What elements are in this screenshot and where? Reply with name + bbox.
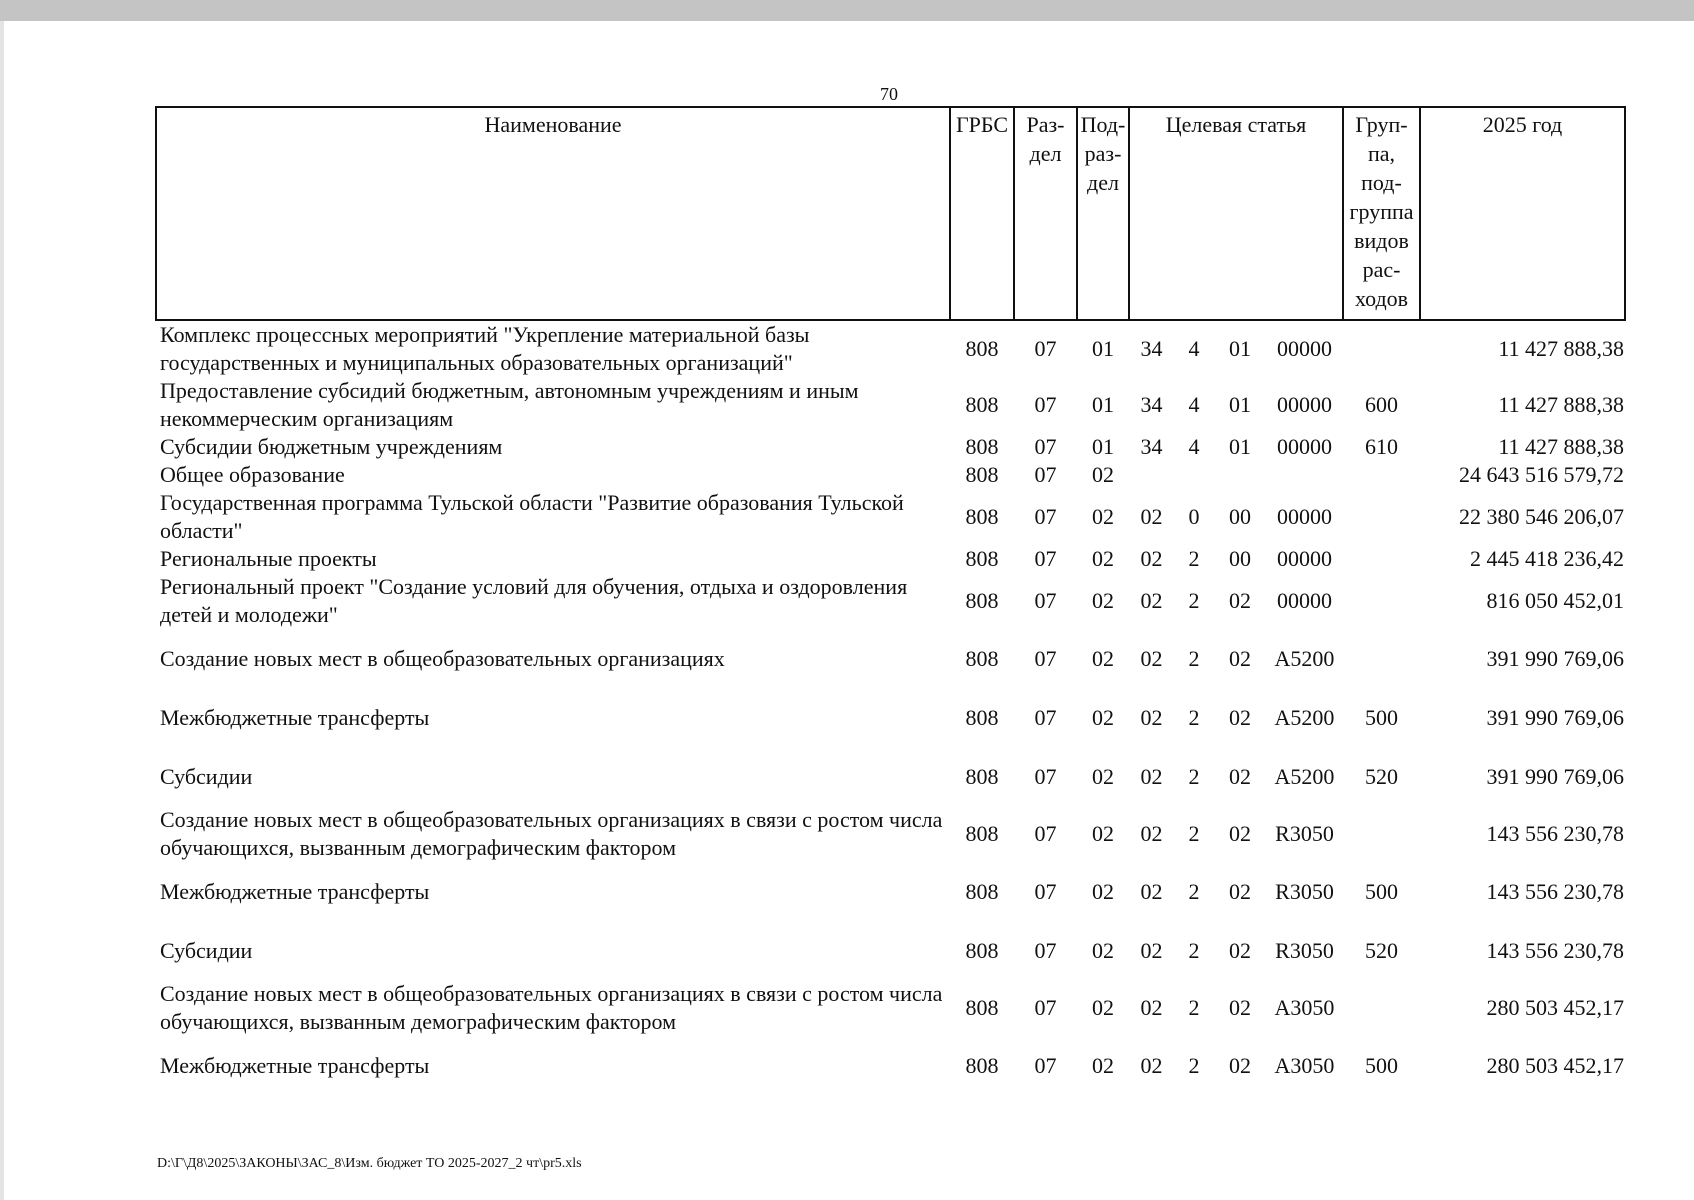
- row-amount: 391 990 769,06: [1486, 763, 1624, 789]
- table-row: [156, 747, 1625, 806]
- row-target-type: 2: [1188, 645, 1200, 671]
- row-expense-group: [1343, 629, 1420, 688]
- row-name: Межбюджетные трансферты: [160, 704, 430, 730]
- table-row: [156, 433, 1625, 461]
- row-name: Межбюджетные трансферты: [160, 878, 430, 904]
- header-name: Наименование: [156, 107, 950, 320]
- row-target-type: 4: [1188, 336, 1200, 361]
- row-target-type: 4: [1188, 434, 1200, 459]
- row-expense-group: 600: [1365, 392, 1398, 417]
- table-row: [156, 688, 1625, 747]
- row-expense-group: [1343, 573, 1420, 629]
- row-expense-group: 520: [1365, 763, 1398, 789]
- row-target-type: 2: [1188, 937, 1200, 963]
- row-amount: 143 556 230,78: [1486, 878, 1624, 904]
- scan-left-edge: [0, 21, 4, 1200]
- row-name: Региональный проект "Создание условий для обучения, отдыха и оздоровления детей и молодежи": [160, 574, 908, 627]
- row-name: Государственная программа Тульской области "Развитие образования Тульской области": [160, 490, 904, 543]
- row-podrazdel: 01: [1092, 392, 1114, 417]
- row-name: Субсидии: [160, 937, 253, 963]
- row-target-subprogram: 01: [1229, 336, 1251, 361]
- footer-file-path: D:\Г\Д8\2025\ЗАКОНЫ\ЗАС_8\Изм. бюджет ТО 2025-2027_2 чт\pr5.xls: [157, 1156, 582, 1171]
- row-expense-group: [1343, 461, 1420, 489]
- row-name: Предоставление субсидий бюджетным, автономным учреждениям и иным некоммерческим организациям: [160, 378, 859, 431]
- row-podrazdel: 02: [1092, 546, 1114, 571]
- row-target-subprogram: 02: [1229, 821, 1251, 846]
- row-grbs: 808: [965, 588, 999, 613]
- row-name: Создание новых мест в общеобразовательных организациях в связи с ростом числа обучающихся, вызванным демографическим фактором: [160, 807, 943, 860]
- row-podrazdel: 02: [1092, 588, 1114, 613]
- row-target-type: 0: [1188, 504, 1200, 529]
- row-expense-group: 610: [1365, 434, 1398, 459]
- header-podrazdel: Под- раз- дел: [1077, 107, 1129, 320]
- table-row: [156, 573, 1625, 629]
- table-row: [156, 921, 1625, 980]
- row-target-subprogram: 02: [1229, 645, 1251, 671]
- row-amount: 24 643 516 579,72: [1459, 462, 1624, 487]
- table-row: [156, 461, 1625, 489]
- scan-top-border: [0, 0, 1694, 21]
- table-row: [156, 545, 1625, 573]
- row-target-subprogram: 01: [1229, 392, 1251, 417]
- row-podrazdel: 02: [1092, 462, 1114, 487]
- row-target-subprogram: 00: [1229, 504, 1251, 529]
- header-year-2025: 2025 год: [1420, 107, 1625, 320]
- row-grbs: 808: [965, 1052, 999, 1078]
- row-grbs: 808: [965, 645, 999, 671]
- row-razdel: 07: [1034, 645, 1057, 671]
- row-podrazdel: 02: [1092, 995, 1114, 1020]
- row-amount: 22 380 546 206,07: [1459, 504, 1624, 529]
- row-target-type: 2: [1188, 763, 1200, 789]
- row-target-subprogram: 02: [1229, 763, 1251, 789]
- row-target-type: 4: [1188, 392, 1200, 417]
- row-expense-group: 500: [1365, 704, 1398, 730]
- row-target-program: 02: [1140, 1052, 1163, 1078]
- row-expense-group: [1343, 489, 1420, 545]
- row-target-program: 02: [1140, 995, 1163, 1020]
- row-expense-group: [1343, 980, 1420, 1036]
- row-name: Комплекс процессных мероприятий "Укрепление материальной базы государственных и муниципальных образовательных организаций": [160, 322, 810, 375]
- row-grbs: 808: [965, 336, 999, 361]
- row-target-program: 34: [1140, 336, 1163, 361]
- row-podrazdel: 02: [1092, 504, 1114, 529]
- row-podrazdel: 02: [1092, 821, 1114, 846]
- row-amount: 143 556 230,78: [1486, 821, 1624, 846]
- row-razdel: 07: [1034, 434, 1057, 459]
- row-razdel: 07: [1034, 588, 1057, 613]
- row-razdel: 07: [1034, 546, 1057, 571]
- row-grbs: 808: [965, 704, 999, 730]
- row-grbs: 808: [965, 546, 999, 571]
- row-target-direction: R3050: [1275, 937, 1334, 963]
- row-target-direction: 00000: [1277, 392, 1332, 417]
- row-target-program: 02: [1140, 504, 1163, 529]
- row-name: Субсидии бюджетным учреждениям: [160, 434, 503, 459]
- row-name: Региональные проекты: [160, 546, 377, 571]
- row-target-program: 34: [1140, 392, 1163, 417]
- row-name: Создание новых мест в общеобразовательных организациях: [160, 645, 725, 671]
- row-amount: 11 427 888,38: [1498, 336, 1624, 361]
- row-target-subprogram: 02: [1229, 1052, 1251, 1078]
- row-target-program: 02: [1140, 704, 1163, 730]
- row-amount: 280 503 452,17: [1486, 1052, 1624, 1078]
- header-razdel: Раз- дел: [1014, 107, 1077, 320]
- table-header-row: [156, 107, 1625, 320]
- row-podrazdel: 02: [1092, 645, 1114, 671]
- row-amount: 391 990 769,06: [1486, 645, 1624, 671]
- row-target-type: 2: [1188, 1052, 1200, 1078]
- row-target-program: 02: [1140, 645, 1163, 671]
- row-target-direction: 00000: [1277, 588, 1332, 613]
- row-podrazdel: 02: [1092, 763, 1114, 789]
- row-target-type: 2: [1188, 995, 1200, 1020]
- row-expense-group: [1343, 545, 1420, 573]
- row-podrazdel: 01: [1092, 336, 1114, 361]
- row-amount: 2 445 418 236,42: [1470, 546, 1624, 571]
- row-grbs: 808: [965, 821, 999, 846]
- row-grbs: 808: [965, 995, 999, 1020]
- row-target-program: 02: [1140, 546, 1163, 571]
- row-target-program: 34: [1140, 434, 1163, 459]
- row-target-subprogram: 01: [1229, 434, 1251, 459]
- row-target-program: [1129, 461, 1174, 489]
- row-razdel: 07: [1034, 763, 1057, 789]
- row-target-type: 2: [1188, 546, 1200, 571]
- row-target-program: 02: [1140, 878, 1163, 904]
- row-razdel: 07: [1034, 878, 1057, 904]
- row-expense-group: [1343, 320, 1420, 377]
- row-amount: 391 990 769,06: [1486, 704, 1624, 730]
- row-grbs: 808: [965, 392, 999, 417]
- row-razdel: 07: [1034, 336, 1057, 361]
- row-grbs: 808: [965, 504, 999, 529]
- row-target-direction: [1266, 461, 1343, 489]
- header-target-article: Целевая статья: [1129, 107, 1343, 320]
- row-target-subprogram: 02: [1229, 704, 1251, 730]
- row-razdel: 07: [1034, 704, 1057, 730]
- row-target-direction: А5200: [1274, 763, 1335, 789]
- page-number: 70: [880, 84, 898, 104]
- row-target-direction: R3050: [1275, 821, 1334, 846]
- row-name: Субсидии: [160, 763, 253, 789]
- row-grbs: 808: [965, 763, 999, 789]
- row-amount: 816 050 452,01: [1486, 588, 1624, 613]
- row-target-direction: R3050: [1275, 878, 1334, 904]
- row-podrazdel: 02: [1092, 937, 1114, 963]
- row-amount: 11 427 888,38: [1498, 434, 1624, 459]
- row-target-type: 2: [1188, 704, 1200, 730]
- row-amount: 143 556 230,78: [1486, 937, 1624, 963]
- row-razdel: 07: [1034, 821, 1057, 846]
- row-grbs: 808: [965, 937, 999, 963]
- row-target-program: 02: [1140, 821, 1163, 846]
- table-row: [156, 980, 1625, 1036]
- row-podrazdel: 02: [1092, 878, 1114, 904]
- row-grbs: 808: [965, 434, 999, 459]
- row-name: Межбюджетные трансферты: [160, 1052, 430, 1078]
- row-razdel: 07: [1034, 995, 1057, 1020]
- row-razdel: 07: [1034, 392, 1057, 417]
- row-razdel: 07: [1034, 462, 1057, 487]
- table-row: [156, 806, 1625, 862]
- row-name: Общее образование: [160, 462, 345, 487]
- row-target-direction: 00000: [1277, 336, 1332, 361]
- table-row: [156, 1036, 1625, 1095]
- row-target-subprogram: 02: [1229, 588, 1251, 613]
- table-row: [156, 377, 1625, 433]
- row-target-direction: 00000: [1277, 504, 1332, 529]
- row-target-subprogram: 02: [1229, 937, 1251, 963]
- header-expense-group: Груп- па, под- группа видов рас- ходов: [1343, 107, 1420, 320]
- table-row: [156, 489, 1625, 545]
- header-grbs: ГРБС: [950, 107, 1014, 320]
- budget-table: [155, 106, 1626, 1095]
- row-target-direction: А5200: [1274, 645, 1335, 671]
- table-row: [156, 629, 1625, 688]
- row-target-type: 2: [1188, 821, 1200, 846]
- row-target-direction: 00000: [1277, 546, 1332, 571]
- table-row: [156, 862, 1625, 921]
- row-razdel: 07: [1034, 1052, 1057, 1078]
- row-podrazdel: 02: [1092, 704, 1114, 730]
- row-name: Создание новых мест в общеобразовательных организациях в связи с ростом числа обучающихся, вызванным демографическим фактором: [160, 981, 943, 1034]
- row-podrazdel: 02: [1092, 1052, 1114, 1078]
- row-target-type: 2: [1188, 588, 1200, 613]
- row-target-subprogram: 02: [1229, 995, 1251, 1020]
- row-target-program: 02: [1140, 588, 1163, 613]
- row-target-direction: А5200: [1274, 704, 1335, 730]
- row-razdel: 07: [1034, 504, 1057, 529]
- table-row: [156, 320, 1625, 377]
- row-expense-group: 500: [1365, 1052, 1398, 1078]
- row-target-type: [1174, 461, 1214, 489]
- row-podrazdel: 01: [1092, 434, 1114, 459]
- row-target-direction: А3050: [1274, 1052, 1335, 1078]
- row-expense-group: [1343, 806, 1420, 862]
- row-target-direction: 00000: [1277, 434, 1332, 459]
- row-amount: 280 503 452,17: [1486, 995, 1624, 1020]
- row-target-program: 02: [1140, 763, 1163, 789]
- row-razdel: 07: [1034, 937, 1057, 963]
- row-target-program: 02: [1140, 937, 1163, 963]
- row-grbs: 808: [965, 878, 999, 904]
- row-target-direction: А3050: [1274, 995, 1335, 1020]
- row-target-subprogram: 02: [1229, 878, 1251, 904]
- row-target-type: 2: [1188, 878, 1200, 904]
- row-expense-group: 520: [1365, 937, 1398, 963]
- row-target-subprogram: [1214, 461, 1266, 489]
- row-amount: 11 427 888,38: [1498, 392, 1624, 417]
- row-expense-group: 500: [1365, 878, 1398, 904]
- row-grbs: 808: [965, 462, 999, 487]
- row-target-subprogram: 00: [1229, 546, 1251, 571]
